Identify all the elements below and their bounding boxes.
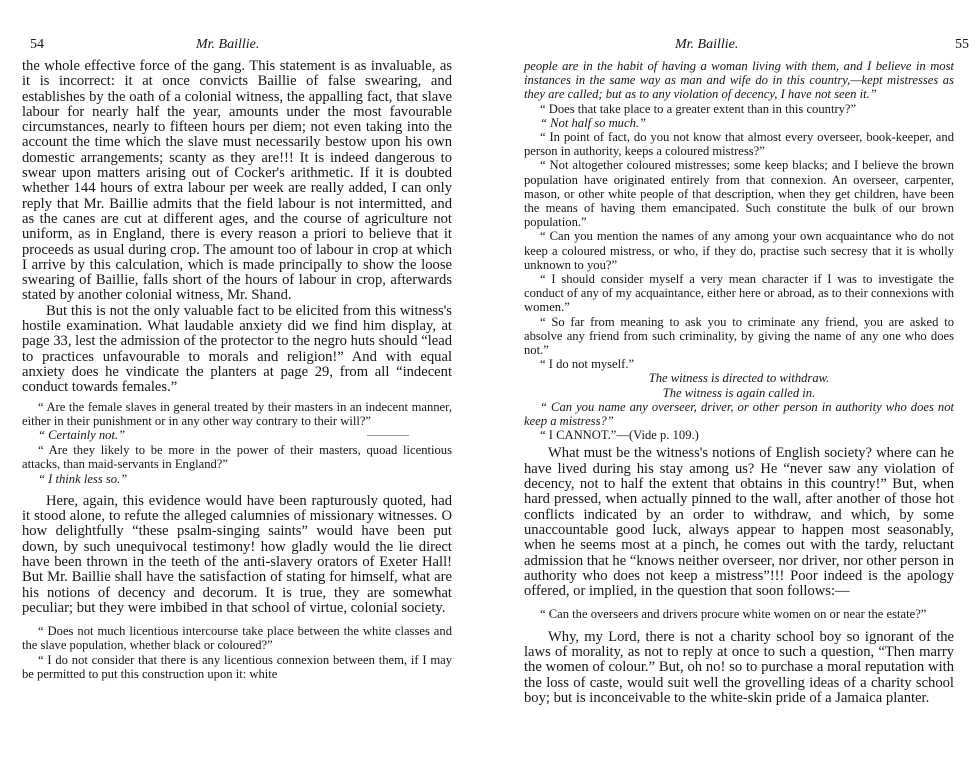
answer: “ Certainly not.” bbox=[38, 427, 126, 442]
question: “ Does not much licentious intercourse take place between the white classes and the slave population, whether black or coloured?” bbox=[22, 624, 452, 653]
right-page bbox=[524, 0, 969, 706]
stage-direction: The witness is again called in. bbox=[662, 385, 816, 400]
question: “ Can you name any overseer, driver, or other person in authority who does not keep a mistress?” bbox=[524, 399, 954, 429]
running-head: Mr. Baillie. bbox=[196, 37, 260, 52]
paragraph: Why, my Lord, there is not a charity school boy so ignorant of the laws of morality, as not to reply at once to such a question, “Then marry the women of colour.” But, oh no! so to purchase a moral reputation with the loss of caste, would suit well the grovelling ideas of a charity school boy; but is inconceivable to the white-skin pride of a Jamaica planter. bbox=[524, 628, 954, 706]
question: “ Can you mention the names of any among your own acquaintance who do not keep a coloured mistress, or who, if they do, practise such secresy that it is wholly unknown to you?” bbox=[524, 229, 954, 272]
answer-continued: people are in the habit of having a woman living with them, and I believe in most instances in the same way as man and wife do in this country,—kept mistresses as they are called; but as to any violation of decency, I have not seen it.” bbox=[524, 59, 954, 102]
answer: “ I CANNOT.”—(Vide p. 109.) bbox=[540, 428, 699, 443]
answer: “ I do not myself.” bbox=[540, 357, 635, 372]
question: “ Does that take place to a greater extent than in this country?” bbox=[540, 101, 857, 116]
question: “ Are the female slaves in general treated by their masters in an indecent manner, either in their punishment or in any other way contrary to their will?” bbox=[22, 399, 452, 428]
question: “ Can the overseers and drivers procure white women on or near the estate?” bbox=[540, 607, 927, 622]
left-page bbox=[22, 0, 452, 681]
page-number: 54 bbox=[30, 37, 44, 52]
answer: “ I think less so.” bbox=[38, 471, 128, 486]
answer: “ I do not consider that there is any licentious connexion between them, if I may be permitted to put this construction upon it: white bbox=[22, 652, 452, 681]
paragraph: the whole effective force of the gang. This statement is as invaluable, as it is incorrect: it at once convicts Baillie of false swearing, and establishes by the oath of a colonial witness, the appalling fact, that slave labour for nearly half the year, amounts under the most favourable circumstances, nearly to fifteen hours per diem; not even taking into the account the time which the slave must necessarily bestow upon his own domestic arrangements; scanty as they are!!! It is indeed dangerous to swear upon matters arising out of Cocker's arithmetic. If it is doubted whether 144 hours of extra labour per week are really added, I can only reply that Mr. Baillie admits that the field labour is not intermitted, and as the canes are cut at different ages, and the course of agriculture not uniform, as in England, there is every reason a priori to believe that it proceeds as usual during crop. The amount too of labour in crop at which I arrive by this calculation, which is made principally to show the loose swearing of Baillie, falls short of the hours of labour in crop, afterwards stated by another colonial witness, Mr. Shand. bbox=[22, 58, 452, 304]
answer: “ Not half so much.” bbox=[540, 115, 647, 130]
question: “ In point of fact, do you not know that almost every overseer, book-keeper, and person in authority, keeps a coloured mistress?” bbox=[524, 130, 954, 159]
page-number: 55 bbox=[955, 37, 969, 52]
divider bbox=[367, 435, 409, 436]
stage-direction: The witness is directed to withdraw. bbox=[648, 371, 830, 386]
right-page-header bbox=[524, 37, 969, 59]
answer: “ I should consider myself a very mean character if I was to investigate the conduct of any of my acquaintance, either here or abroad, as to their connexions with women.” bbox=[524, 272, 954, 315]
running-head: Mr. Baillie. bbox=[675, 37, 739, 52]
answer: “ Not altogether coloured mistresses; some keep blacks; and I believe the brown population have originated entirely from that connexion. An overseer, carpenter, mason, or other white people of that description, when they get children, have been the means of having them emancipated. Such constitute the bulk of our brown population.” bbox=[524, 158, 954, 230]
question: “ So far from meaning to ask you to criminate any friend, you are asked to absolve any friend from such criminality, by giving the name of any one who does not.” bbox=[524, 314, 954, 358]
question: “ Are they likely to be more in the power of their masters, quoad licentious attacks, than maid-servants in England?” bbox=[22, 443, 452, 472]
paragraph: But this is not the only valuable fact to be elicited from this witness's hostile examination. What laudable anxiety did we find him display, at page 33, lest the admission of the protector to the negro huts should “lead to practices unfavourable to morals and religion!” And with equal anxiety does he vindicate the planters at page 29, from all “indecent conduct towards females.” bbox=[22, 302, 452, 396]
paragraph: Here, again, this evidence would have been rapturously quoted, had it stood alone, to refute the alleged calumnies of missionary witnesses. O how delightfully “these psalm-singing saints” would have been put down, by such unequivocal testimony! how gladly would the lie direct have been thrown in the teeth of the anti-slavery orators of Exeter Hall! But Mr. Baillie shall have the satisfaction of stating for himself, what are his notions of decency and decorum. It is true, they are somewhat peculiar; but they were imbibed in that school of virtue, colonial society. bbox=[22, 492, 452, 616]
paragraph: What must be the witness's notions of English society? where can he have lived during his stay among us? He “never saw any violation of decency, not to half the extent that obtains in this country!” But, when hard pressed, when actually pinned to the wall, after another of those hot conflicts indicated by an order to withdraw, and which, by some unaccountable good luck, always appear to happen most seasonably, when he seems most at a pinch, he comes out with the tardy, reluctant admission that he “knows neither overseer, nor driver, nor other person in authority who does not keep a mistress”!!! Poor indeed is the apology offered, or implied, in the question that soon follows:— bbox=[524, 445, 954, 600]
left-page-header bbox=[22, 37, 452, 59]
